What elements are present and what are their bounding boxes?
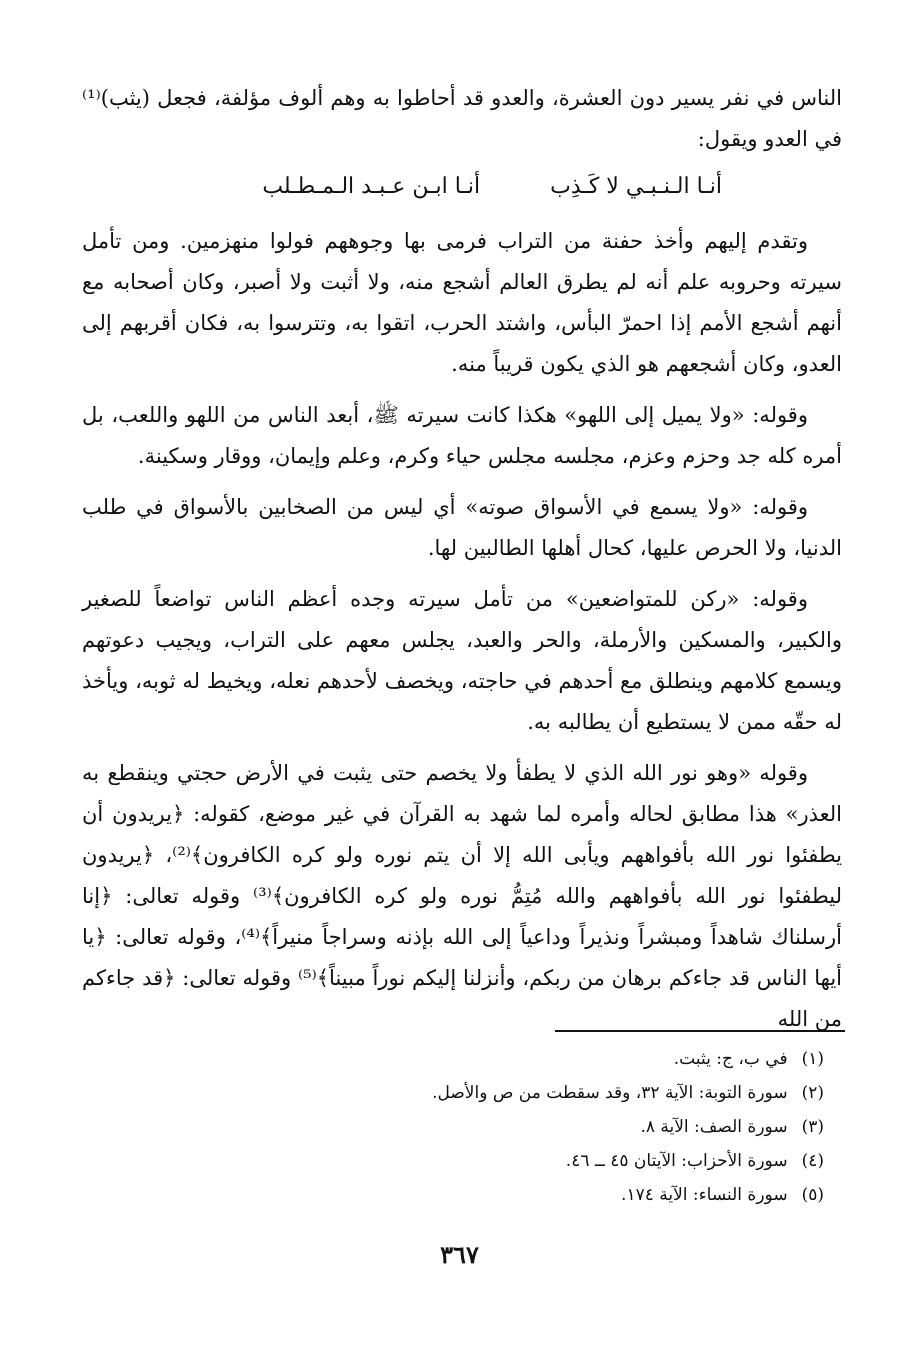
footnote-item xyxy=(204,1144,824,1178)
main-text xyxy=(82,78,842,1050)
footnote-number: (٢) xyxy=(801,1083,824,1103)
poetry-verse xyxy=(82,166,842,207)
footnotes-list xyxy=(204,1042,824,1212)
paragraph: الناس في نفر يسير دون العشرة، والعدو قد أحاطوا به وهم ألوف مؤلفة، فجعل (يثب)⁽¹⁾ في العدو ويقول: xyxy=(82,86,842,151)
footnote-number: (٤) xyxy=(801,1151,824,1171)
footnote-item xyxy=(204,1110,824,1144)
verse-hemistich-left: أنـا ابـن عـبـد الـمـطـلب xyxy=(262,174,481,199)
paragraph: وقوله: «ركن للمتواضعين» من تأمل سيرته وجده أعظم الناس تواضعاً للصغير والكبير، والمسكين والأرملة، والحر والعبد، يجلس معهم على التراب، ويجيب دعوتهم ويسمع كلامهم وينطلق مع أحدهم في حاجته، ويخصف لأحدهم نعله، ويخيط له ثوبه، ويأخذ له حقّه ممن لا يستطيع أن يطالبه به. xyxy=(82,587,842,734)
footnote-item xyxy=(204,1178,824,1212)
footnote-text: في ب، ج: يثبت. xyxy=(673,1049,788,1069)
footnote-text: سورة الأحزاب: الآيتان ٤٥ ــ ٤٦. xyxy=(565,1151,788,1171)
footnote-text: سورة التوبة: الآية ٣٢، وقد سقطت من ص والأصل. xyxy=(432,1083,788,1103)
footnote-text: سورة الصف: الآية ٨. xyxy=(640,1117,788,1137)
paragraph: وقوله: «ولا يسمع في الأسواق صوته» أي ليس من الصخابين بالأسواق في طلب الدنيا، ولا الحرص عليها، كحال أهلها الطالبين لها. xyxy=(82,495,842,560)
footnote-divider xyxy=(555,1030,845,1032)
footnote-text: سورة النساء: الآية ١٧٤. xyxy=(621,1185,788,1205)
verse-hemistich-right: أنـا الـنـبـي لا كَـذِب xyxy=(550,174,722,199)
footnote-item xyxy=(204,1042,824,1076)
page-number: ٣٦٧ xyxy=(440,1240,479,1269)
footnote-item xyxy=(204,1076,824,1110)
footnote-number: (٥) xyxy=(801,1185,824,1205)
paragraph: وتقدم إليهم وأخذ حفنة من التراب فرمى بها وجوههم فولوا منهزمين. ومن تأمل سيرته وحروبه علم أنه لم يطرق العالم أشجع منه، ولا أثبت ولا أصبر، وكان أصحابه مع أنهم أشجع الأمم إذا احمرّ البأس، واشتد الحرب، اتقوا به، وتترسوا به، فكان أقربهم إلى العدو، وكان أشجعهم هو الذي يكون قريباً منه. xyxy=(82,229,842,376)
footnote-number: (٣) xyxy=(801,1117,824,1137)
paragraph: وقوله: «ولا يميل إلى اللهو» هكذا كانت سيرته ﷺ، أبعد الناس من اللهو واللعب، بل أمره كله جد وحزم وعزم، مجلسه مجلس حياء وكرم، وعلم وإيمان، ووقار وسكينة. xyxy=(82,403,842,468)
footnote-number: (١) xyxy=(801,1049,824,1069)
paragraph: وقوله «وهو نور الله الذي لا يطفأ ولا يخصم حتى يثبت في الأرض حجتي وينقطع به العذر» هذا مطابق لحاله وأمره لما شهد به القرآن في غير موضع، كقوله: ﴿يريدون أن يطفئوا نور الله بأفواههم ويأبى الله إلا أن يتم نوره ولو كره الكافرون﴾⁽²⁾، ﴿يريدون ليطفئوا نور الله بأفواههم والله مُتِمُّ نوره ولو كره الكافرون﴾⁽³⁾ وقوله تعالى: ﴿إنا أرسلناك شاهداً ومبشراً ونذيراً وداعياً إلى الله بإذنه وسراجاً منيراً﴾⁽⁴⁾، وقوله تعالى: ﴿يا أيها الناس قد جاءكم برهان من ربكم، وأنزلنا إليكم نوراً مبيناً﴾⁽⁵⁾ وقوله تعالى: ﴿قد جاءكم من الله xyxy=(82,761,843,1031)
